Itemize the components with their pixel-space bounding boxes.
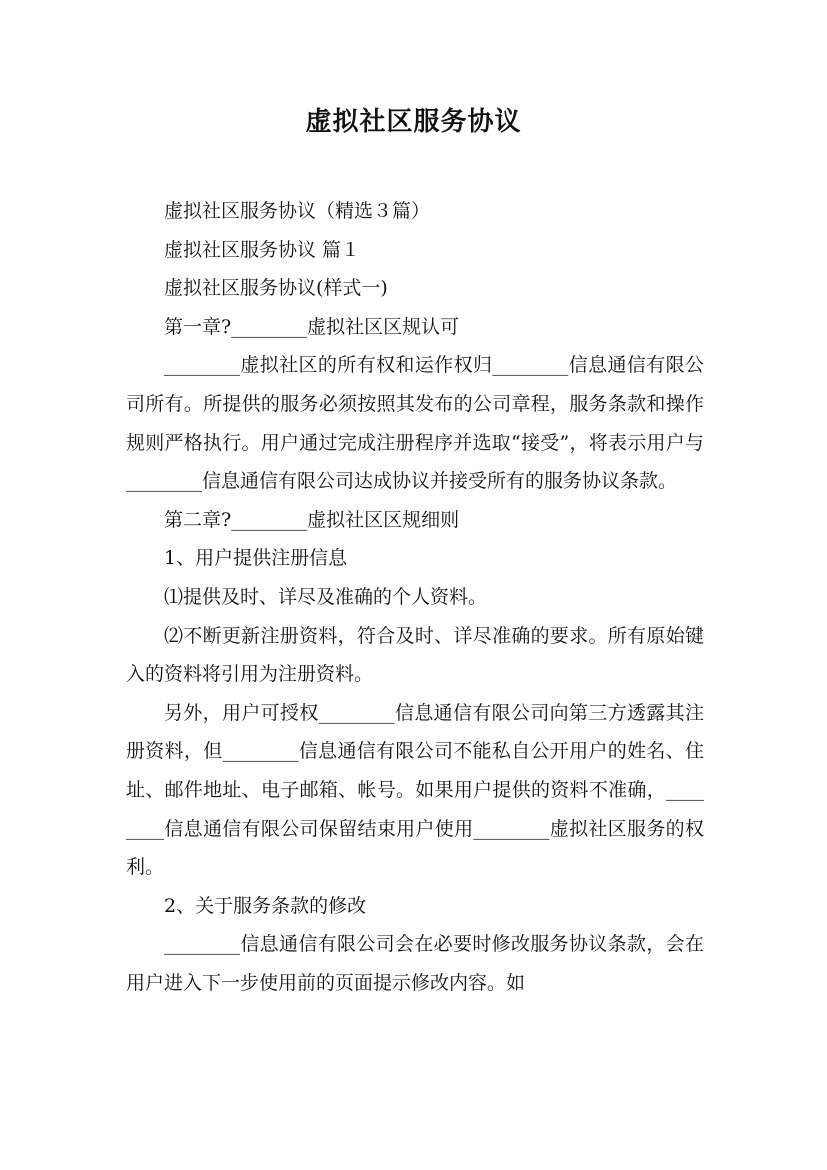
paragraph-ownership: ________虚拟社区的所有权和运作权归________信息通信有限公司所有。所提供的服务必须按照其发布的公司章程，服务条款和操作规则严格执行。用户通过完成注册程序并选取“接受”，将表示用户与________信息通信有限公司达成协议并接受所有的服务协议条款。 bbox=[126, 354, 704, 493]
paragraph-chapter-one: 第一章?________虚拟社区区规认可 bbox=[164, 315, 460, 338]
paragraph-modification: ________信息通信有限公司会在必要时修改服务协议条款，会在用户进入下一步使用前的页面提示修改内容。如 bbox=[126, 933, 704, 994]
paragraph-item-two: ⑵不断更新注册资料，符合及时、详尽准确的要求。所有原始键入的资料将引用为注册资料。 bbox=[126, 624, 704, 686]
paragraph-authorization: 另外，用户可授权________信息通信有限公司向第三方透露其注册资料，但________信息通信有限公司不能私自公开用户的姓名、住址、邮件地址、电子邮箱、帐号。如果用户提供的资料不准确，________信息通信有限公司保留结束用户使用________虚拟社区服务的权利。 bbox=[126, 701, 704, 879]
document-title: 虚拟社区服务协议 bbox=[305, 107, 522, 137]
paragraph-item-one: ⑴提供及时、详尽及准确的个人资料。 bbox=[164, 585, 488, 608]
paragraph-subtitle: 虚拟社区服务协议（精选３篇） bbox=[164, 200, 431, 222]
paragraph-style-heading: 虚拟社区服务协议(样式一) bbox=[164, 277, 388, 300]
paragraph-article-heading: 虚拟社区服务协议 篇１ bbox=[164, 238, 361, 261]
paragraph-section-modification: 2、关于服务条款的修改 bbox=[164, 894, 367, 917]
paragraph-section-registration: 1、用户提供注册信息 bbox=[164, 547, 348, 570]
paragraph-chapter-two: 第二章?________虚拟社区区规细则 bbox=[164, 508, 460, 531]
document-body bbox=[126, 192, 704, 1002]
